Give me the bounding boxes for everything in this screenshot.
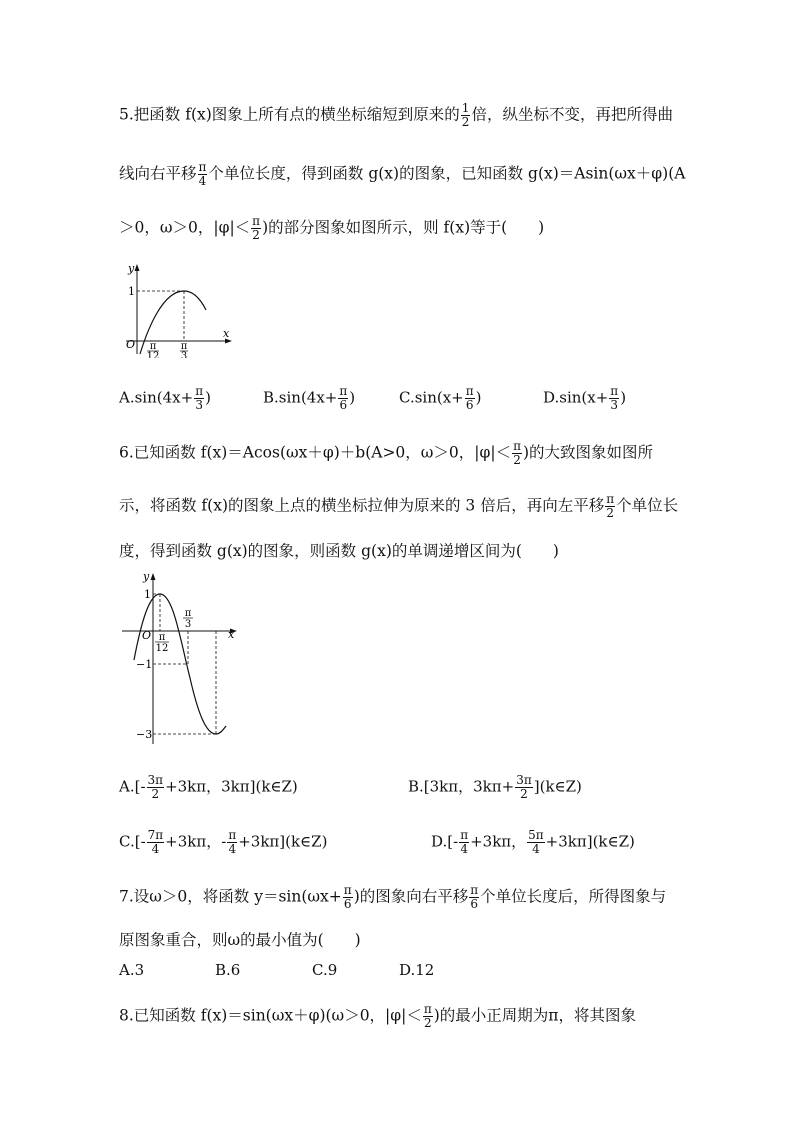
tick-pi12-den: 12 <box>146 351 160 358</box>
q6-option-a[interactable]: A.[- $\frac{3\pi}{2}$ +3kπ，3kπ](k∈Z) <box>119 773 298 801</box>
tick-pi3-den: 3 <box>184 619 192 630</box>
y-tick-1: 1 <box>144 588 151 601</box>
q7-option-a[interactable]: A.3 <box>119 961 145 979</box>
fraction: $\frac{\pi}{6}$ <box>470 883 479 911</box>
q7-text: 7.设ω＞0，将函数 y＝sin(ωx+ <box>119 887 342 906</box>
y-label: y <box>128 262 135 275</box>
y-tick-minus3: −3 <box>136 728 153 741</box>
x-label: x <box>223 327 230 340</box>
q6-text: 个单位长 <box>616 496 679 515</box>
y-label: y <box>143 570 150 583</box>
tick-pi3-den: 3 <box>180 351 188 358</box>
q5-text: 倍，纵坐标不变，再把所得曲 <box>471 105 673 124</box>
q7-text: )的图象向右平移 <box>353 887 469 906</box>
q5-text: 5.把函数 f(x)图象上所有点的横坐标缩短到原来的 <box>119 105 460 124</box>
q5-line-1 <box>119 102 673 129</box>
fraction: $\frac{\pi}{6}$ <box>343 883 352 911</box>
y-tick-1: 1 <box>128 285 135 298</box>
q5-option-b[interactable]: B.sin(4x+ $\frac{\pi}{6}$ ) <box>263 384 356 412</box>
q6-option-b[interactable]: B.[3kπ，3kπ+ $\frac{3\pi}{2}$ ](k∈Z) <box>408 773 582 801</box>
q5-option-c[interactable]: C.sin(x+ $\frac{\pi}{6}$ ) <box>399 384 482 412</box>
q8-line-1 <box>119 1003 636 1030</box>
q7-line-2: 原图象重合，则ω的最小值为( ) <box>119 931 361 949</box>
q7-line-1 <box>119 884 666 911</box>
fraction: $\frac{1}{2}$ <box>461 101 470 129</box>
y-tick-minus1: −1 <box>136 658 153 671</box>
q7-option-b[interactable]: B.6 <box>215 961 241 979</box>
q6-line-2 <box>119 493 678 520</box>
origin-label: O <box>142 629 152 642</box>
q6-line-1 <box>119 440 653 467</box>
q8-text: )的最小正周期为π，将其图象 <box>433 1006 636 1025</box>
fraction: $\frac{\pi}{4}$ <box>198 160 207 188</box>
q6-option-c[interactable]: C.[- $\frac{7\pi}{4}$ +3kπ，- $\frac{\pi}{4}$ +3kπ](k∈Z) <box>119 828 328 856</box>
q5-text: ＞0，ω＞0，|φ|＜ <box>119 218 251 237</box>
q5-option-a[interactable]: A.sin(4x+ $\frac{\pi}{3}$ ) <box>119 384 211 412</box>
fraction: $\frac{\pi}{2}$ <box>513 439 521 467</box>
q5-line-3 <box>119 215 544 242</box>
q6-option-d[interactable]: D.[- $\frac{\pi}{4}$ +3kπ， $\frac{5\pi}{4}$ +3kπ](k∈Z) <box>431 828 635 856</box>
y-axis-arrow <box>135 264 140 271</box>
q6-text: 示，将函数 f(x)的图象上点的横坐标拉伸为原来的 3 倍后，再向左平移 <box>119 496 605 515</box>
q7-option-c[interactable]: C.9 <box>312 961 338 979</box>
tick-pi3-num: π <box>180 341 188 352</box>
q5-graph <box>118 258 238 358</box>
q5-text: )的部分图象如图所示，则 f(x)等于( ) <box>262 218 545 237</box>
q5-line-2 <box>119 161 685 188</box>
y-axis-arrow <box>151 573 156 580</box>
q6-graph <box>118 568 243 746</box>
q5-option-d[interactable]: D.sin(x+ $\frac{\pi}{3}$ ) <box>543 384 627 412</box>
origin-label: O <box>126 338 136 351</box>
q7-option-d[interactable]: D.12 <box>399 961 435 979</box>
fraction: $\frac{\pi}{2}$ <box>252 214 261 242</box>
tick-pi12-den: 12 <box>155 643 169 654</box>
q5-text: 个单位长度，得到函数 g(x)的图象，已知函数 g(x)＝Asin(ωx＋φ)(A <box>208 164 686 183</box>
tick-pi12-num: π <box>149 341 157 352</box>
q6-text: 6.已知函数 f(x)＝Acos(ωx＋φ)＋b(A>0，ω＞0，|φ|＜ <box>119 443 512 462</box>
fraction: $\frac{\pi}{2}$ <box>423 1002 432 1030</box>
fraction: $\frac{\pi}{2}$ <box>606 492 615 520</box>
q6-text: )的大致图象如图所 <box>522 443 654 462</box>
q6-line-3: 度，得到函数 g(x)的图象，则函数 g(x)的单调递增区间为( ) <box>119 542 559 560</box>
tick-pi3-num: π <box>184 608 192 619</box>
q7-text: 个单位长度后，所得图象与 <box>480 887 667 906</box>
q5-text: 线向右平移 <box>119 164 197 183</box>
q8-text: 8.已知函数 f(x)＝sin(ωx＋φ)(ω＞0，|φ|＜ <box>119 1006 422 1025</box>
tick-pi12-num: π <box>158 632 166 643</box>
x-label: x <box>228 628 235 641</box>
